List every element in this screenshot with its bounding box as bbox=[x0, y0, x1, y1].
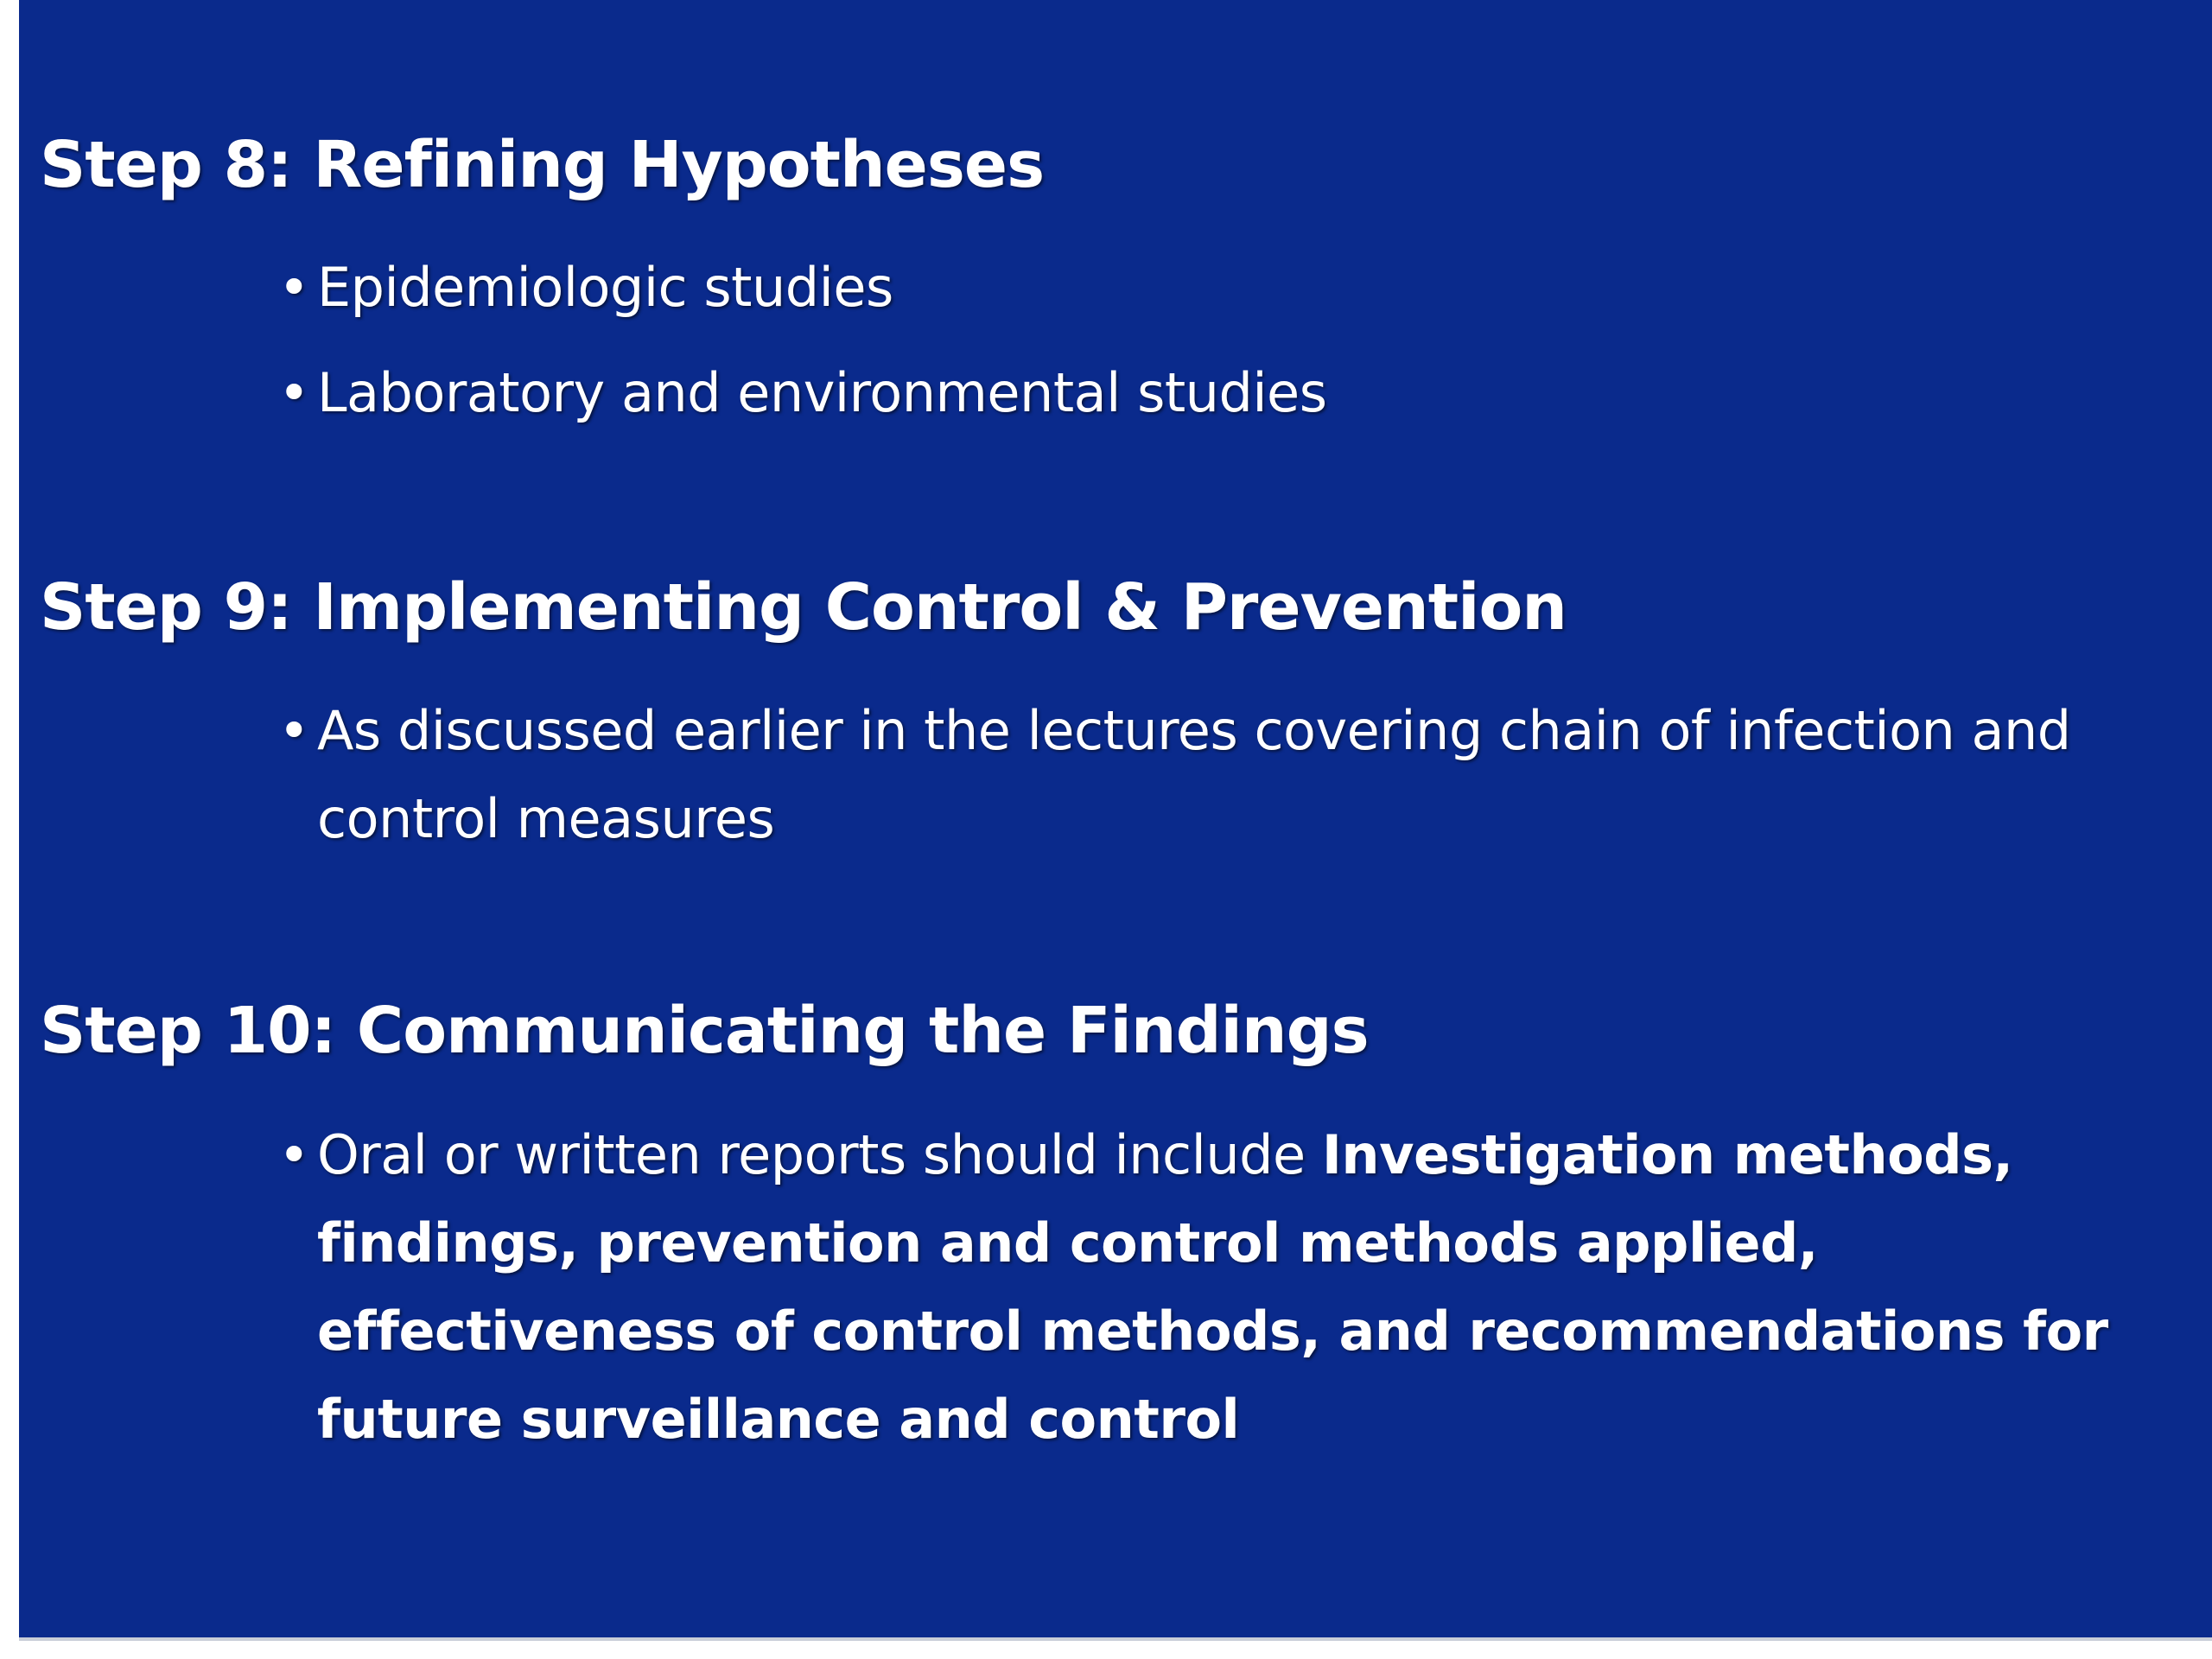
bullet-text: Epidemiologic studies bbox=[317, 256, 893, 319]
bullet-dot-icon: • bbox=[278, 699, 310, 762]
bullet-text-plain: Oral or written reports should include bbox=[317, 1123, 1322, 1186]
section-heading-step-9: Step 9: Implementing Control & Prevention bbox=[40, 570, 1567, 645]
bullet-epidemiologic-studies bbox=[278, 244, 2183, 332]
bullet-text bbox=[317, 1111, 2183, 1464]
bullet-oral-or-written-reports bbox=[278, 1111, 2183, 1464]
section-heading-step-8: Step 8: Refining Hypotheses bbox=[40, 128, 1045, 202]
bullet-dot-icon: • bbox=[278, 1123, 310, 1186]
section-heading-step-10: Step 10: Communicating the Findings bbox=[40, 994, 1369, 1068]
bullet-dot-icon: • bbox=[278, 361, 310, 424]
bullet-text: Laboratory and environmental studies bbox=[317, 361, 1327, 424]
bullet-as-discussed bbox=[278, 687, 2183, 863]
bullet-laboratory-studies bbox=[278, 349, 2183, 437]
bullet-text-emphasis: Investigation methods, findings, prevention and control methods applied, effectiveness of control methods, and recommendations for future surveillance and control bbox=[317, 1123, 2108, 1451]
slide-bottom-border bbox=[19, 1637, 2212, 1641]
slide bbox=[19, 0, 2212, 1637]
bullet-dot-icon: • bbox=[278, 256, 310, 319]
bullet-text: As discussed earlier in the lectures covering chain of infection and control measures bbox=[317, 699, 2071, 850]
